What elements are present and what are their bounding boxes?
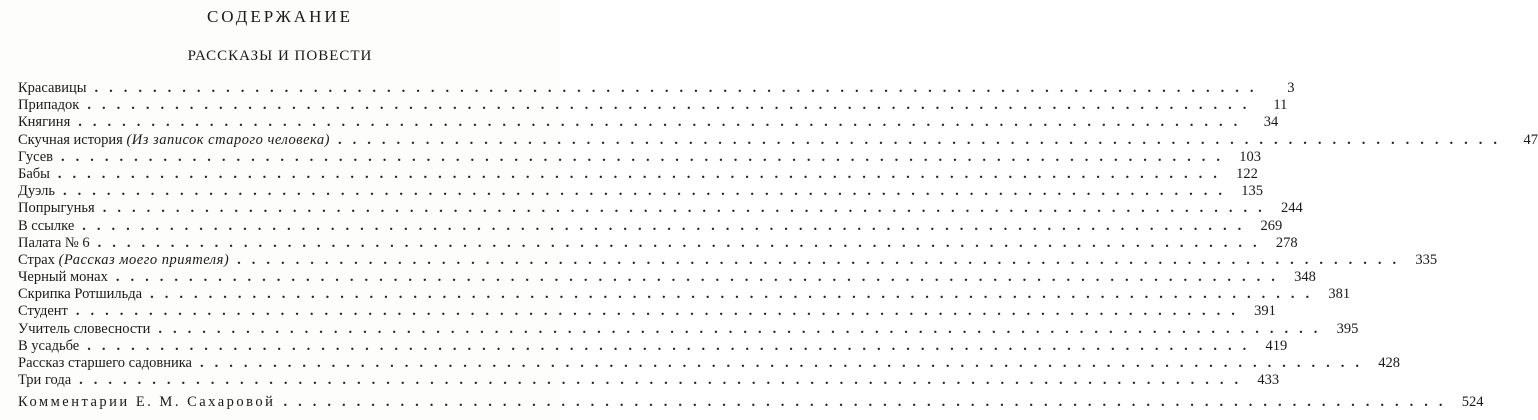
toc-entry[interactable] — [18, 286, 1351, 303]
toc-entry-title — [18, 183, 55, 200]
toc-leader: ................................................................................ — [158, 320, 1329, 337]
toc-entry-main-title: Страх — [18, 251, 55, 268]
toc-entry[interactable] — [18, 337, 1288, 355]
toc-entry-page: 122 — [1236, 165, 1258, 182]
toc-leader: ................................................................................ — [94, 80, 1265, 96]
toc-leader: ................................................................................ — [338, 131, 1509, 148]
toc-leader: ................................................................................ — [60, 148, 1231, 165]
toc-leader: ................................................................................ — [97, 234, 1268, 251]
toc-entry-title — [18, 269, 108, 286]
toc-entry-main-title: Красавицы — [18, 80, 87, 96]
toc-entry-main-title: В ссылке — [18, 217, 75, 234]
toc-entry-main-title: Припадок — [18, 97, 80, 114]
toc-entry[interactable] — [18, 234, 1298, 252]
toc-entry[interactable] — [18, 183, 1263, 200]
toc-entry[interactable] — [18, 217, 1283, 235]
toc-list — [18, 80, 1538, 389]
toc-entry-main-title: Черный монах — [18, 269, 108, 286]
toc-entry[interactable] — [18, 97, 1288, 114]
toc-leader: ................................................................................ — [200, 355, 1370, 371]
toc-leader: ................................................................................ — [115, 269, 1286, 286]
toc-entry-title — [18, 355, 192, 372]
toc-entry[interactable] — [18, 200, 1303, 217]
toc-entry[interactable] — [18, 355, 1400, 372]
toc-entry-page: 433 — [1257, 372, 1280, 389]
toc-entry-main-title: Бабы — [18, 165, 50, 182]
toc-entry-main-title: Рассказ старшего садовника — [18, 355, 192, 371]
toc-entry[interactable] — [18, 148, 1261, 166]
toc-entry-title — [18, 80, 87, 97]
toc-entry-page: 135 — [1241, 183, 1263, 200]
page-title: СОДЕРЖАНИЕ — [206, 7, 354, 26]
toc-entry-page: 34 — [1263, 114, 1279, 131]
toc-leader: ................................................................................ — [75, 303, 1246, 320]
toc-leader: ................................................................................ — [237, 251, 1408, 268]
toc-entry-page: 3 — [1287, 80, 1295, 96]
toc-leader: ................................................................................ — [57, 165, 1228, 182]
toc-entry-subtitle: (Из записок старого человека) — [126, 131, 331, 148]
toc-entry-main-title: Учитель словесности — [18, 320, 151, 337]
toc-entry-main-title: Попрыгунья — [18, 200, 95, 217]
toc-entry-page: 278 — [1275, 234, 1298, 251]
toc-entry-page: 244 — [1280, 200, 1303, 217]
toc-entry-title — [18, 132, 330, 149]
toc-entry-commentary[interactable] — [18, 394, 1484, 411]
toc-entry[interactable] — [18, 131, 1538, 149]
toc-entry-title — [18, 372, 71, 389]
toc-entry[interactable] — [18, 165, 1258, 183]
toc-entry-main-title: Гусев — [18, 148, 53, 165]
toc-entry[interactable] — [18, 114, 1279, 131]
toc-entry-title — [18, 114, 70, 131]
toc-leader: ................................................................................ — [79, 372, 1250, 389]
toc-entry-main-title: Три года — [18, 372, 72, 389]
toc-entry-page: 335 — [1415, 251, 1438, 268]
toc-entry-page: 269 — [1260, 217, 1283, 234]
toc-leader: ................................................................................ — [82, 217, 1253, 234]
toc-entry-page: 428 — [1378, 355, 1400, 371]
toc-entry-main-title: Скучная история — [18, 131, 123, 148]
toc-entry-title — [18, 235, 90, 252]
toc-entry-main-title: Дуэль — [18, 183, 55, 200]
toc-entry-title — [18, 200, 95, 217]
toc-entry-main-title: Княгиня — [18, 114, 71, 131]
toc-entry[interactable] — [18, 80, 1295, 97]
toc-leader: ................................................................................ — [62, 183, 1233, 200]
toc-entry-page: 524 — [1461, 394, 1484, 410]
toc-entry[interactable] — [18, 320, 1359, 338]
toc-entry-title — [18, 218, 74, 235]
toc-entry-page: 391 — [1254, 303, 1276, 320]
toc-entry[interactable] — [18, 251, 1438, 269]
toc-leader: ................................................................................ — [150, 286, 1321, 303]
toc-entry-title — [18, 149, 53, 166]
toc-leader: ................................................................................ — [87, 337, 1258, 354]
toc-entry-title — [18, 252, 229, 269]
toc-entry-page: 419 — [1265, 337, 1288, 354]
toc-entry-title: Комментарии Е. М. Сахаровой — [18, 394, 276, 410]
toc-entry-page: 11 — [1273, 97, 1288, 114]
toc-entry-subtitle: (Рассказ моего приятеля) — [58, 251, 230, 268]
toc-leader: ................................................................................ — [283, 394, 1454, 410]
toc-entry-title — [18, 321, 150, 338]
toc-entry-main-title: Скрипка Ротшильда — [18, 286, 143, 303]
toc-entry-page: 381 — [1328, 286, 1351, 303]
toc-entry[interactable] — [18, 372, 1280, 389]
toc-leader: ................................................................................ — [102, 200, 1273, 217]
toc-entry-title — [18, 286, 142, 303]
toc-entry-page: 348 — [1294, 269, 1316, 286]
toc-entry-page: 47 — [1523, 131, 1538, 148]
toc-entry-title — [18, 338, 79, 355]
toc-leader: ................................................................................ — [87, 97, 1258, 114]
toc-leader: ................................................................................ — [78, 114, 1249, 131]
toc-entry[interactable] — [18, 269, 1316, 286]
toc-entry-title — [18, 166, 50, 183]
toc-entry-page: 103 — [1239, 148, 1261, 165]
toc-entry-main-title: В усадьбе — [18, 337, 80, 354]
toc-entry-title — [18, 303, 68, 320]
toc-entry-page: 395 — [1336, 320, 1359, 337]
section-title: РАССКАЗЫ И ПОВЕСТИ — [187, 48, 373, 64]
toc-entry-main-title: Палата № 6 — [18, 234, 90, 251]
toc-entry-main-title: Студент — [18, 303, 68, 320]
toc-entry-title — [18, 97, 79, 114]
toc-entry[interactable] — [18, 303, 1276, 320]
